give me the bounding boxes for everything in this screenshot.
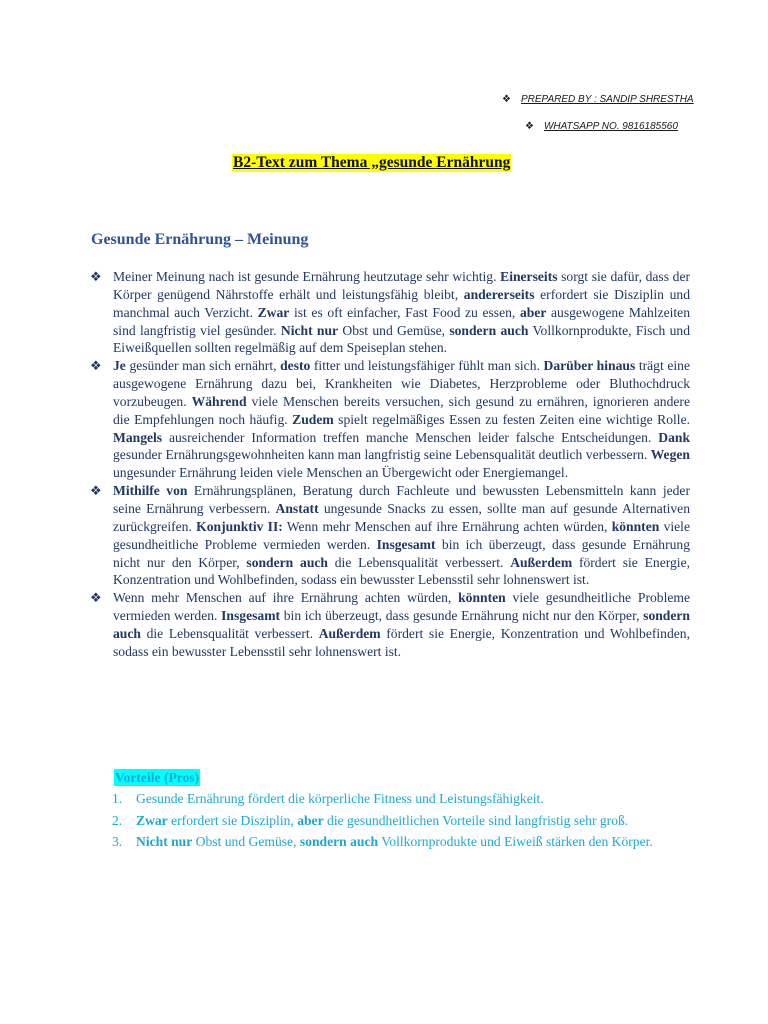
emphasis-text: Dank	[658, 429, 690, 445]
emphasis-text: sondern auch	[299, 834, 379, 849]
emphasis-text: sondern auch	[449, 322, 529, 338]
text-run: Obst und Gemüse,	[192, 834, 300, 849]
opinion-list-item	[90, 482, 690, 589]
text-run: Vollkornprodukte, Fisch und Eiweißquellen sollten regelmäßig auf dem Speiseplan stehen.	[113, 322, 691, 356]
emphasis-text: Außerdem	[318, 625, 381, 641]
emphasis-text: Konjunktiv II:	[196, 518, 283, 534]
document-title: B2-Text zum Thema „gesunde Ernährung	[233, 154, 511, 171]
emphasis-text: andererseits	[463, 286, 535, 302]
text-run: ungesunder Ernährung leiden viele Menschen an Übergewicht oder Energiemangel.	[113, 465, 569, 481]
text-run: die Lebensqualität verbessert.	[327, 554, 511, 570]
list-number: 1.	[112, 791, 123, 806]
pros-list-item	[112, 811, 672, 832]
pros-heading: Vorteile (Pros)	[115, 770, 200, 785]
emphasis-text: Während	[191, 393, 247, 409]
opinion-list-item	[90, 357, 690, 482]
list-number: 3.	[112, 834, 123, 849]
prepared-by-line	[502, 94, 694, 105]
whatsapp-text: WHATSAPP NO. 9816185560	[543, 121, 678, 132]
pros-list-item	[112, 832, 672, 853]
diamond-bullet-icon: ❖	[90, 269, 102, 284]
text-run: viele gesundheitliche Probleme vermieden werden.	[113, 518, 690, 552]
diamond-bullet-icon: ❖	[90, 483, 102, 499]
diamond-bullet-icon: ❖	[90, 358, 102, 374]
text-run: Vollkornprodukte und Eiweiß stärken den Körper.	[378, 834, 653, 849]
diamond-bullet-icon: ❖	[502, 94, 511, 105]
text-run: sorgt sie dafür, dass der Körper genügend Nährstoffe erhält und leistungsfähig bleibt,	[113, 269, 691, 302]
text-run: Wenn mehr Menschen auf ihre Ernährung achten würden,	[113, 590, 459, 606]
text-run: gesunder Ernährungsgewohnheiten kann man langfristig seine Lebensqualität deutlich verbessern.	[113, 447, 651, 463]
emphasis-text: Zwar	[257, 304, 290, 320]
text-run: ungesunde Snacks zu essen, sollte man auf gesunde Alternativen zurückgreifen.	[113, 500, 690, 534]
emphasis-text: Insgesamt	[376, 536, 436, 552]
text-run: spielt regelmäßiges Essen zu festen Zeiten eine wichtige Rolle.	[333, 411, 691, 427]
list-number: 2.	[112, 812, 123, 828]
text-run: Meiner Meinung nach ist gesunde Ernährung heutzutage sehr wichtig.	[113, 269, 501, 284]
text-run: ausgewogene Mahlzeiten sind langfristig viel gesünder.	[113, 304, 690, 338]
text-run: ist es oft einfacher, Fast Food zu essen,	[289, 304, 520, 320]
emphasis-text: Außerdem	[510, 554, 573, 570]
emphasis-text: Einerseits	[500, 269, 558, 284]
emphasis-text: desto	[280, 358, 311, 374]
whatsapp-line	[525, 121, 678, 132]
emphasis-text: Zwar	[136, 812, 168, 828]
text-run: fördert sie Energie, Konzentration und Wohlbefinden, sodass ein bewusster Lebensstil sehr lohnenswert ist.	[113, 554, 691, 588]
pros-list-item	[112, 789, 672, 810]
emphasis-text: Mangels	[113, 429, 163, 445]
text-run: Gesunde Ernährung fördert die körperliche Fitness und Leistungsfähigkeit.	[136, 791, 544, 806]
opinion-list-item	[90, 268, 690, 357]
prepared-by-text: PREPARED BY : SANDIP SHRESTHA	[520, 94, 694, 105]
emphasis-text: könnten	[611, 518, 660, 534]
emphasis-text: Mithilfe von	[113, 483, 188, 499]
text-run: fitter und leistungsfähiger fühlt man sich.	[310, 358, 544, 374]
emphasis-text: Darüber hinaus	[543, 358, 636, 374]
emphasis-text: Nicht nur	[136, 834, 193, 849]
emphasis-text: könnten	[458, 590, 506, 606]
emphasis-text: Je	[113, 358, 126, 374]
text-run: fördert sie Energie, Konzentration und Wohlbefinden, sodass ein bewusster Lebensstil sehr lohnenswert ist.	[113, 625, 690, 659]
text-run: die gesundheitlichen Vorteile sind langfristig sehr groß.	[323, 812, 629, 828]
text-run: erfordert sie Disziplin und manchmal auch Verzicht.	[113, 286, 690, 320]
text-run: viele Menschen bereits versuchen, sich gesund zu ernähren, ignorieren andere die Empfehlungen noch häufig.	[113, 393, 690, 427]
text-run: gesünder man sich ernährt,	[125, 358, 281, 374]
emphasis-text: Zudem	[292, 411, 334, 427]
text-run: erfordert sie Disziplin,	[167, 812, 298, 828]
text-run: trägt eine ausgewogene Ernährung dazu bei, Krankheiten wie Diabetes, Herzprobleme oder Bluthochdruck vorzubeugen.	[113, 358, 690, 409]
diamond-bullet-icon: ❖	[90, 590, 102, 606]
pros-list	[112, 789, 672, 854]
diamond-bullet-icon: ❖	[525, 121, 534, 132]
text-run: Obst und Gemüse,	[338, 322, 450, 338]
emphasis-text: sondern auch	[246, 554, 328, 570]
emphasis-text: aber	[297, 812, 324, 828]
emphasis-text: Insgesamt	[221, 608, 281, 624]
emphasis-text: Wegen	[650, 447, 690, 463]
text-run: bin ich überzeugt, dass gesunde Ernährung nicht nur den Körper,	[280, 608, 644, 624]
text-run: die Lebensqualität verbessert.	[140, 625, 319, 641]
opinion-list	[90, 268, 690, 661]
emphasis-text: Nicht nur	[280, 322, 339, 338]
text-run: Wenn mehr Menschen auf ihre Ernährung achten würden,	[282, 518, 612, 534]
section-heading: Gesunde Ernährung – Meinung	[91, 231, 309, 248]
text-run: viele gesundheitliche Probleme vermieden werden.	[113, 590, 690, 624]
text-run: bin ich überzeugt, dass gesunde Ernährung nicht nur den Körper,	[113, 536, 690, 570]
opinion-list-item	[90, 589, 690, 660]
text-run: Ernährungsplänen, Beratung durch Fachleute und bewussten Lebensmitteln kann jeder seine Ernährung verbessern.	[113, 483, 690, 516]
emphasis-text: aber	[519, 304, 547, 320]
text-run: ausreichender Information treffen manche Menschen leider falsche Entscheidungen.	[162, 429, 659, 445]
emphasis-text: Anstatt	[275, 500, 319, 516]
emphasis-text: sondern auch	[113, 608, 690, 641]
